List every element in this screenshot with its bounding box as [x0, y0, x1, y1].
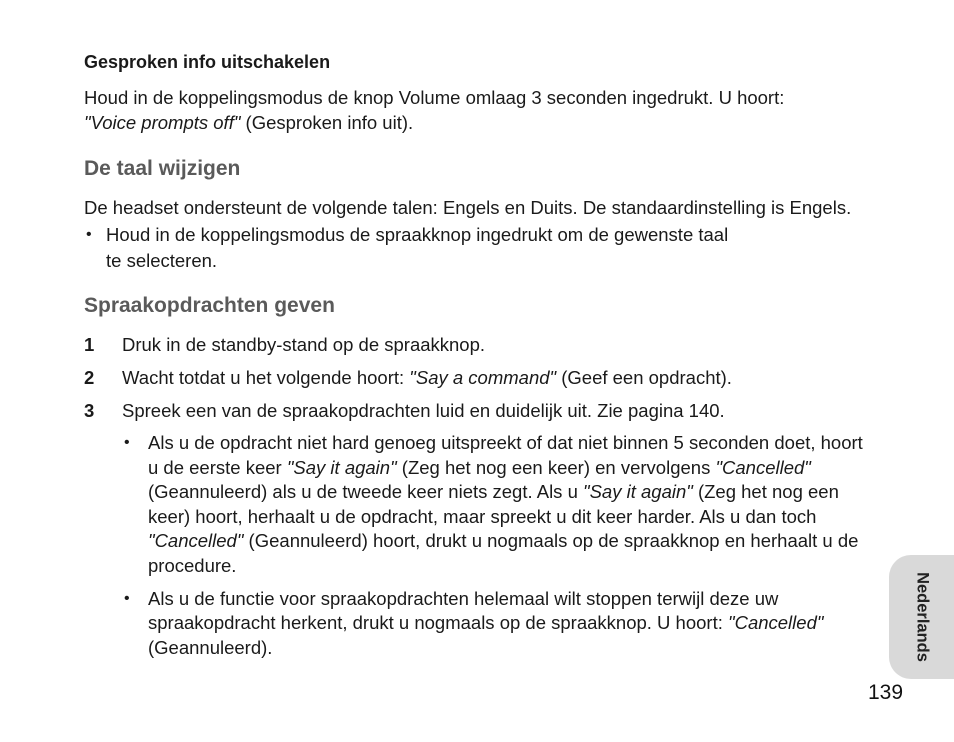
step-number: 2: [84, 367, 95, 388]
language-tab-label: Nederlands: [913, 572, 931, 662]
step-text-part: Wacht totdat u het volgende hoort:: [122, 367, 410, 388]
language-bullet-list: [84, 222, 874, 274]
language-paragraph: De headset ondersteunt de volgende talen: Engels en Duits. De standaardinstelling is Engels.: [84, 197, 852, 218]
sub-bullet-text: Als u de opdracht niet hard genoeg uitspreekt of dat niet binnen 5 seconden doet, hoort u de eerste keer: [148, 432, 863, 478]
voice-command-steps: [84, 332, 874, 660]
sub-bullet-text: (Geannuleerd).: [148, 636, 273, 658]
sub-bullet-text: (Zeg het nog een keer) en vervolgens: [396, 456, 716, 478]
say-it-again-quote: "Say it again": [583, 481, 693, 503]
step-2: [84, 365, 874, 390]
spoken-info-text-after: (Gesproken info uit).: [240, 112, 414, 133]
sub-bullet-1: [122, 431, 874, 579]
sub-bullet-text: Als u de functie voor spraakopdrachten helemaal wilt stoppen terwijl deze uw spraakopdracht herkent, drukt u nogmaals op de spraakknop. U hoort:: [148, 587, 779, 634]
voice-prompts-quote: "Voice prompts off": [84, 112, 241, 133]
spoken-info-text: Houd in de koppelingsmodus de knop Volume omlaag 3 seconden ingedrukt. U hoort:: [84, 87, 785, 108]
sub-bullet-text: (Geannuleerd) als u de tweede keer niets zegt. Als u: [148, 481, 584, 503]
section-heading-language: De taal wijzigen: [84, 157, 241, 180]
page-number: 139: [868, 681, 904, 704]
sub-bullet-text: (Zeg het nog een keer) hoort, herhaalt u de opdracht, maar spreekt u dit keer harder. Als u dan toch: [148, 481, 839, 527]
step-number: 1: [84, 334, 95, 355]
sub-bullet-text: (Geannuleerd) hoort, drukt u nogmaals op de spraakknop en herhaalt u de procedure.: [148, 530, 859, 576]
cancelled-quote: "Cancelled": [148, 530, 244, 552]
language-bullet-line2: te selecteren.: [106, 250, 218, 271]
say-a-command-quote: "Say a command": [409, 367, 557, 388]
step-1: [84, 332, 874, 357]
say-it-again-quote: "Say it again": [286, 456, 397, 478]
step-number: 3: [84, 400, 95, 421]
step-text: Druk in de standby-stand op de spraakknop.: [122, 334, 486, 355]
manual-page: [84, 52, 874, 668]
cancelled-quote: "Cancelled": [728, 612, 824, 634]
step-text: [122, 365, 874, 390]
language-side-tab: [889, 555, 954, 679]
step-text: Spreek een van de spraakopdrachten luid en duidelijk uit. Zie pagina 140.: [122, 400, 725, 421]
step-3-sub-bullets: [122, 431, 874, 660]
section-heading-voice-commands: Spraakopdrachten geven: [84, 294, 335, 317]
step-text-part: (Geef een opdracht).: [556, 367, 732, 388]
sub-bullet-2: [122, 587, 874, 661]
step-3: [84, 398, 874, 423]
section-heading-spoken-info: Gesproken info uitschakelen: [84, 52, 331, 72]
cancelled-quote: "Cancelled": [715, 456, 811, 478]
language-bullet-line1: Houd in de koppelingsmodus de spraakknop ingedrukt om de gewenste taal: [106, 224, 729, 245]
language-bullet: [84, 222, 874, 274]
spoken-info-paragraph: [84, 85, 874, 135]
